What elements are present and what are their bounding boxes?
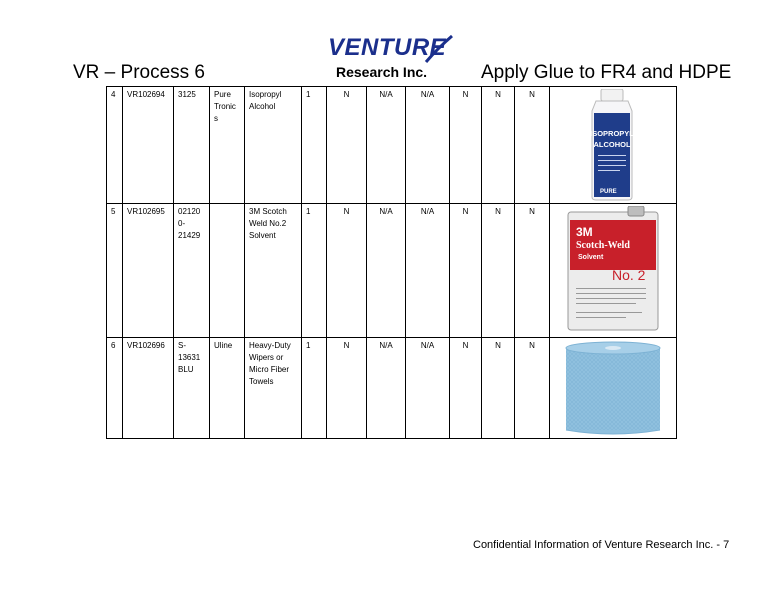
vendor bbox=[210, 204, 245, 338]
wiper-roll-image bbox=[554, 340, 672, 436]
col-flag-4: N bbox=[450, 338, 482, 439]
vendor: Pure Tronic s bbox=[210, 87, 245, 204]
quantity: 1 bbox=[302, 204, 327, 338]
scotch-weld-can-image bbox=[554, 206, 672, 334]
product-image-cell bbox=[550, 338, 677, 439]
footer-confidential: Confidential Information of Venture Research Inc. - 7 bbox=[473, 539, 730, 551]
col-flag-3: N/A bbox=[406, 338, 450, 439]
row-number: 6 bbox=[107, 338, 123, 439]
col-flag-1: N bbox=[327, 204, 367, 338]
vr-number: VR102696 bbox=[123, 338, 174, 439]
table-row bbox=[107, 338, 677, 439]
part-number: 3125 bbox=[174, 87, 210, 204]
description: Isopropyl Alcohol bbox=[245, 87, 302, 204]
part-number: 02120 0- 21429 bbox=[174, 204, 210, 338]
col-flag-6: N bbox=[515, 338, 550, 439]
col-flag-4: N bbox=[450, 204, 482, 338]
svg-text:No. 2: No. 2 bbox=[612, 267, 646, 283]
description: 3M Scotch Weld No.2 Solvent bbox=[245, 204, 302, 338]
col-flag-6: N bbox=[515, 87, 550, 204]
svg-text:3M: 3M bbox=[576, 225, 593, 239]
logo-venture-text: VENTURE bbox=[328, 34, 447, 61]
description: Heavy-Duty Wipers or Micro Fiber Towels bbox=[245, 338, 302, 439]
col-flag-3: N/A bbox=[406, 87, 450, 204]
venture-logo bbox=[326, 34, 456, 82]
process-title: VR – Process 6 bbox=[73, 62, 205, 83]
col-flag-5: N bbox=[482, 204, 515, 338]
col-flag-5: N bbox=[482, 87, 515, 204]
materials-table bbox=[106, 86, 677, 439]
process-subtitle: Apply Glue to FR4 and HDPE bbox=[481, 62, 732, 83]
row-number: 4 bbox=[107, 87, 123, 204]
col-flag-4: N bbox=[450, 87, 482, 204]
vr-number: VR102695 bbox=[123, 204, 174, 338]
product-image-cell bbox=[550, 87, 677, 204]
row-number: 5 bbox=[107, 204, 123, 338]
col-flag-3: N/A bbox=[406, 204, 450, 338]
logo-research-text: Research Inc. bbox=[336, 64, 428, 80]
svg-text:Solvent: Solvent bbox=[578, 254, 604, 261]
col-flag-2: N/A bbox=[367, 87, 406, 204]
col-flag-1: N bbox=[327, 338, 367, 439]
svg-text:ISOPROPYL: ISOPROPYL bbox=[590, 129, 634, 138]
isopropyl-bottle-image bbox=[554, 89, 672, 201]
part-number: S- 13631 BLU bbox=[174, 338, 210, 439]
vr-number: VR102694 bbox=[123, 87, 174, 204]
col-flag-6: N bbox=[515, 204, 550, 338]
svg-text:ALCOHOL: ALCOHOL bbox=[593, 140, 631, 149]
col-flag-2: N/A bbox=[367, 338, 406, 439]
table-row bbox=[107, 87, 677, 204]
svg-text:PURE: PURE bbox=[600, 189, 617, 195]
col-flag-5: N bbox=[482, 338, 515, 439]
quantity: 1 bbox=[302, 87, 327, 204]
svg-text:Scotch-Weld: Scotch-Weld bbox=[576, 240, 630, 251]
vendor: Uline bbox=[210, 338, 245, 439]
col-flag-1: N bbox=[327, 87, 367, 204]
quantity: 1 bbox=[302, 338, 327, 439]
product-image-cell bbox=[550, 204, 677, 338]
table-row bbox=[107, 204, 677, 338]
col-flag-2: N/A bbox=[367, 204, 406, 338]
